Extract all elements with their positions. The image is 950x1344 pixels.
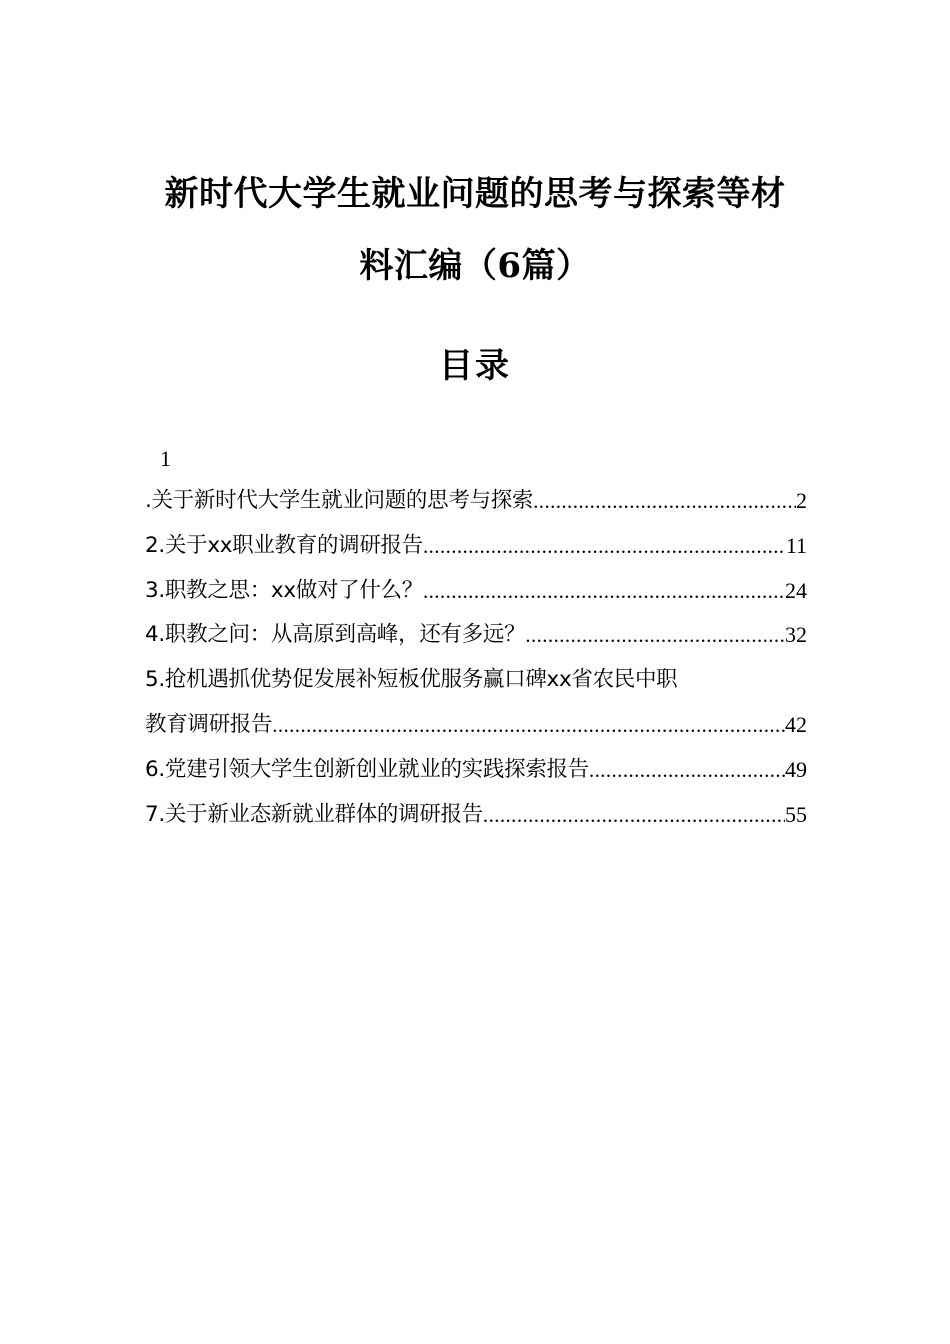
toc-entry-title: 7.关于新业态新就业群体的调研报告 xyxy=(145,802,483,827)
toc-entry-page: 2 xyxy=(796,488,807,513)
toc-entry-page: 42 xyxy=(785,712,807,737)
toc-entry-title: 3.职教之思：xx做对了什么？ xyxy=(145,578,423,603)
toc-entry-title: 4.职教之问：从高原到高峰，还有多远？ xyxy=(145,622,526,647)
toc-entry-6[interactable] xyxy=(145,753,807,787)
toc-entry-4[interactable] xyxy=(145,618,807,652)
toc-leader-dots xyxy=(423,529,786,563)
toc-entry-1[interactable] xyxy=(145,484,807,518)
toc-leader-dots xyxy=(589,753,785,787)
toc-leader-dots xyxy=(483,798,785,832)
toc-entry-3[interactable] xyxy=(145,574,807,608)
toc-heading: 目录 xyxy=(439,346,511,386)
toc-leader-dots xyxy=(272,708,785,742)
toc-leader-dots xyxy=(533,484,796,518)
document-title-line-2: 料汇编（6篇） xyxy=(359,246,591,286)
toc-entry-number: 1 xyxy=(160,446,171,471)
toc-entry-title: 2.关于xx职业教育的调研报告 xyxy=(145,533,423,558)
toc-leader-dots xyxy=(423,574,785,608)
toc-entry-7[interactable] xyxy=(145,798,807,832)
toc-entry-title: 5.抢机遇抓优势促发展补短板优服务赢口碑xx省农民中职 xyxy=(145,667,678,692)
toc-entry-page: 55 xyxy=(785,802,807,827)
toc-entry-title: .关于新时代大学生就业问题的思考与探索 xyxy=(145,488,534,513)
toc-entry-title: 6.党建引领大学生创新创业就业的实践探索报告 xyxy=(145,757,589,782)
toc-entry-page: 11 xyxy=(785,533,807,558)
toc-entry-page: 24 xyxy=(785,578,807,603)
toc-entry-5-line-2[interactable] xyxy=(145,708,807,742)
toc-entry-page: 32 xyxy=(785,622,807,647)
document-title-line-1: 新时代大学生就业问题的思考与探索等材 xyxy=(164,174,786,214)
toc-entry-2[interactable] xyxy=(145,529,807,563)
toc-entry-5-line-1[interactable] xyxy=(145,663,807,697)
toc-entry-title-continued: 教育调研报告 xyxy=(145,712,273,737)
toc-entry-page: 49 xyxy=(785,757,807,782)
toc-leader-dots xyxy=(525,618,785,652)
